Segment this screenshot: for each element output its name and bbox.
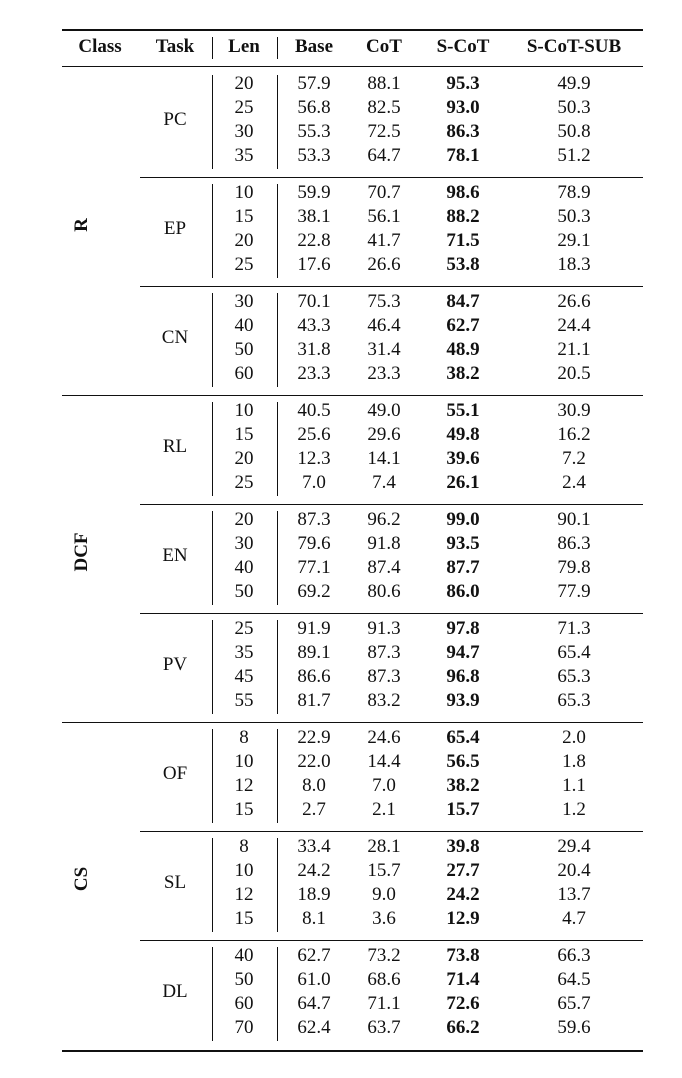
scot-cell: 49.8 <box>446 423 480 445</box>
base-cell: 62.7 <box>297 945 331 966</box>
base-cell: 18.9 <box>297 883 331 905</box>
scot-sub-cell: 7.2 <box>562 447 586 469</box>
cot-cell: 29.6 <box>367 423 401 445</box>
len-cell: 30 <box>234 532 254 554</box>
scot-sub-cell: 18.3 <box>557 253 591 275</box>
scot-cell: 66.2 <box>446 1016 480 1038</box>
scot-cell: 12.9 <box>446 907 480 929</box>
scot-cell: 39.8 <box>446 836 480 857</box>
base-cell: 17.6 <box>297 253 331 275</box>
scot-cell: 99.0 <box>446 509 480 530</box>
task-label: OF <box>162 762 188 784</box>
len-cell: 20 <box>234 229 254 251</box>
base-cell: 87.3 <box>297 509 331 530</box>
len-cell: 70 <box>234 1016 254 1038</box>
cot-cell: 63.7 <box>367 1016 401 1038</box>
scot-sub-cell: 65.3 <box>557 689 591 711</box>
len-cell: 25 <box>234 618 254 639</box>
base-cell: 8.0 <box>302 774 326 796</box>
cot-cell: 96.2 <box>367 509 401 530</box>
base-cell: 79.6 <box>297 532 331 554</box>
base-divider <box>277 75 278 169</box>
scot-sub-cell: 71.3 <box>557 618 591 639</box>
len-cell: 10 <box>234 859 254 881</box>
cot-cell: 3.6 <box>372 907 396 929</box>
scot-sub-cell: 64.5 <box>557 968 591 990</box>
scot-cell: 93.5 <box>446 532 480 554</box>
class-label: CS <box>71 866 92 891</box>
cot-cell: 26.6 <box>367 253 401 275</box>
scot-sub-cell: 16.2 <box>557 423 591 445</box>
scot-sub-cell: 65.4 <box>557 641 591 663</box>
base-divider <box>277 402 278 496</box>
task-label: DL <box>162 980 188 1002</box>
cot-cell: 75.3 <box>367 291 401 312</box>
cot-cell: 70.7 <box>367 182 401 203</box>
cot-cell: 2.1 <box>372 798 396 820</box>
cot-cell: 87.4 <box>367 556 401 578</box>
base-divider <box>277 838 278 932</box>
scot-cell: 86.0 <box>446 580 480 602</box>
scot-cell: 55.1 <box>446 400 480 421</box>
base-cell: 55.3 <box>297 120 331 142</box>
header-task: Task <box>155 36 195 57</box>
scot-sub-cell: 49.9 <box>557 73 591 94</box>
scot-cell: 71.5 <box>446 229 480 251</box>
cot-cell: 7.4 <box>372 471 396 493</box>
len-cell: 30 <box>234 291 254 312</box>
base-divider <box>277 184 278 278</box>
cot-cell: 71.1 <box>367 992 401 1014</box>
len-cell: 10 <box>234 400 254 421</box>
base-cell: 2.7 <box>302 798 326 820</box>
task-rule <box>140 613 643 614</box>
scot-cell: 72.6 <box>446 992 480 1014</box>
scot-sub-cell: 21.1 <box>557 338 591 360</box>
scot-cell: 39.6 <box>446 447 480 469</box>
scot-cell: 24.2 <box>446 883 480 905</box>
base-cell: 40.5 <box>297 400 331 421</box>
scot-sub-cell: 24.4 <box>557 314 591 336</box>
task-label: CN <box>161 326 189 348</box>
scot-sub-cell: 2.0 <box>562 727 586 748</box>
len-cell: 12 <box>234 774 254 796</box>
cot-cell: 31.4 <box>367 338 401 360</box>
base-cell: 61.0 <box>297 968 331 990</box>
base-cell: 62.4 <box>297 1016 331 1038</box>
len-cell: 35 <box>234 641 254 663</box>
header-cot: CoT <box>366 36 402 57</box>
base-cell: 81.7 <box>297 689 331 711</box>
cot-cell: 41.7 <box>367 229 401 251</box>
base-cell: 89.1 <box>297 641 331 663</box>
len-cell: 20 <box>234 73 254 94</box>
len-cell: 25 <box>234 471 254 493</box>
base-divider <box>277 947 278 1041</box>
base-cell: 86.6 <box>297 665 331 687</box>
cot-cell: 91.8 <box>367 532 401 554</box>
scot-cell: 95.3 <box>446 73 480 94</box>
bottom-rule <box>62 1050 643 1052</box>
task-rule <box>140 177 643 178</box>
base-cell: 25.6 <box>297 423 331 445</box>
cot-cell: 28.1 <box>367 836 401 857</box>
cot-cell: 80.6 <box>367 580 401 602</box>
task-label: PC <box>163 108 187 130</box>
len-divider <box>212 729 213 823</box>
task-rule <box>140 504 643 505</box>
cot-cell: 14.1 <box>367 447 401 469</box>
base-divider <box>277 620 278 714</box>
scot-sub-cell: 20.4 <box>557 859 591 881</box>
scot-cell: 84.7 <box>446 291 480 312</box>
len-cell: 60 <box>234 992 254 1014</box>
base-cell: 77.1 <box>297 556 331 578</box>
scot-sub-cell: 26.6 <box>557 291 591 312</box>
top-rule <box>62 29 643 31</box>
len-cell: 50 <box>234 338 254 360</box>
len-cell: 10 <box>234 182 254 203</box>
cot-cell: 82.5 <box>367 96 401 118</box>
scot-sub-cell: 1.1 <box>562 774 586 796</box>
cot-cell: 49.0 <box>367 400 401 421</box>
scot-cell: 93.0 <box>446 96 480 118</box>
scot-sub-cell: 29.1 <box>557 229 591 251</box>
base-cell: 56.8 <box>297 96 331 118</box>
cot-cell: 83.2 <box>367 689 401 711</box>
scot-sub-cell: 50.3 <box>557 96 591 118</box>
len-cell: 8 <box>239 727 249 748</box>
cot-cell: 87.3 <box>367 641 401 663</box>
base-cell: 22.0 <box>297 750 331 772</box>
scot-sub-cell: 1.8 <box>562 750 586 772</box>
base-cell: 22.9 <box>297 727 331 748</box>
cot-cell: 23.3 <box>367 362 401 384</box>
scot-sub-cell: 65.3 <box>557 665 591 687</box>
scot-cell: 94.7 <box>446 641 480 663</box>
scot-sub-cell: 51.2 <box>557 144 591 166</box>
len-cell: 10 <box>234 750 254 772</box>
scot-cell: 97.8 <box>446 618 480 639</box>
scot-sub-cell: 30.9 <box>557 400 591 421</box>
scot-sub-cell: 50.8 <box>557 120 591 142</box>
base-cell: 22.8 <box>297 229 331 251</box>
len-cell: 60 <box>234 362 254 384</box>
base-cell: 38.1 <box>297 205 331 227</box>
task-label: RL <box>162 435 188 457</box>
header-base: Base <box>295 36 333 57</box>
len-cell: 40 <box>234 556 254 578</box>
scot-cell: 93.9 <box>446 689 480 711</box>
base-cell: 57.9 <box>297 73 331 94</box>
header-divider-2 <box>277 37 278 59</box>
cot-cell: 87.3 <box>367 665 401 687</box>
scot-cell: 71.4 <box>446 968 480 990</box>
base-cell: 53.3 <box>297 144 331 166</box>
len-cell: 50 <box>234 580 254 602</box>
scot-cell: 38.2 <box>446 774 480 796</box>
scot-sub-cell: 78.9 <box>557 182 591 203</box>
base-divider <box>277 729 278 823</box>
len-cell: 45 <box>234 665 254 687</box>
len-divider <box>212 75 213 169</box>
base-cell: 43.3 <box>297 314 331 336</box>
base-cell: 24.2 <box>297 859 331 881</box>
header-divider-1 <box>212 37 213 59</box>
len-cell: 20 <box>234 447 254 469</box>
cot-cell: 68.6 <box>367 968 401 990</box>
len-cell: 35 <box>234 144 254 166</box>
len-cell: 30 <box>234 120 254 142</box>
class-label: R <box>71 217 92 232</box>
base-cell: 59.9 <box>297 182 331 203</box>
scot-sub-cell: 50.3 <box>557 205 591 227</box>
len-cell: 40 <box>234 314 254 336</box>
cot-cell: 91.3 <box>367 618 401 639</box>
scot-cell: 78.1 <box>446 144 480 166</box>
header-scot-sub: S-CoT-SUB <box>526 36 622 57</box>
base-cell: 69.2 <box>297 580 331 602</box>
cot-cell: 72.5 <box>367 120 401 142</box>
len-cell: 20 <box>234 509 254 530</box>
task-rule <box>140 940 643 941</box>
len-divider <box>212 184 213 278</box>
len-cell: 12 <box>234 883 254 905</box>
scot-cell: 53.8 <box>446 253 480 275</box>
task-rule <box>140 831 643 832</box>
scot-cell: 48.9 <box>446 338 480 360</box>
scot-cell: 98.6 <box>446 182 480 203</box>
len-divider <box>212 293 213 387</box>
cot-cell: 15.7 <box>367 859 401 881</box>
scot-cell: 87.7 <box>446 556 480 578</box>
scot-cell: 56.5 <box>446 750 480 772</box>
len-divider <box>212 947 213 1041</box>
scot-sub-cell: 59.6 <box>557 1016 591 1038</box>
base-cell: 12.3 <box>297 447 331 469</box>
base-cell: 64.7 <box>297 992 331 1014</box>
len-divider <box>212 620 213 714</box>
scot-sub-cell: 77.9 <box>557 580 591 602</box>
header-rule <box>62 66 643 67</box>
cot-cell: 56.1 <box>367 205 401 227</box>
scot-cell: 27.7 <box>446 859 480 881</box>
scot-cell: 62.7 <box>446 314 480 336</box>
header-scot: S-CoT <box>436 36 490 57</box>
cot-cell: 64.7 <box>367 144 401 166</box>
cot-cell: 73.2 <box>367 945 401 966</box>
task-label: SL <box>163 871 187 893</box>
len-divider <box>212 402 213 496</box>
scot-sub-cell: 65.7 <box>557 992 591 1014</box>
scot-cell: 73.8 <box>446 945 480 966</box>
cot-cell: 7.0 <box>372 774 396 796</box>
scot-cell: 65.4 <box>446 727 480 748</box>
base-cell: 70.1 <box>297 291 331 312</box>
scot-sub-cell: 29.4 <box>557 836 591 857</box>
scot-sub-cell: 2.4 <box>562 471 586 493</box>
scot-sub-cell: 90.1 <box>557 509 591 530</box>
task-label: PV <box>162 653 188 675</box>
cot-cell: 14.4 <box>367 750 401 772</box>
scot-sub-cell: 1.2 <box>562 798 586 820</box>
scot-cell: 88.2 <box>446 205 480 227</box>
base-cell: 8.1 <box>302 907 326 929</box>
base-cell: 31.8 <box>297 338 331 360</box>
len-cell: 15 <box>234 907 254 929</box>
cot-cell: 24.6 <box>367 727 401 748</box>
len-cell: 15 <box>234 798 254 820</box>
scot-sub-cell: 86.3 <box>557 532 591 554</box>
base-cell: 7.0 <box>302 471 326 493</box>
task-label: EP <box>163 217 187 239</box>
len-divider <box>212 511 213 605</box>
class-label: DCF <box>71 531 92 572</box>
base-divider <box>277 511 278 605</box>
scot-sub-cell: 13.7 <box>557 883 591 905</box>
scot-cell: 15.7 <box>446 798 480 820</box>
cot-cell: 9.0 <box>372 883 396 905</box>
base-cell: 23.3 <box>297 362 331 384</box>
len-cell: 25 <box>234 253 254 275</box>
len-cell: 15 <box>234 423 254 445</box>
scot-cell: 38.2 <box>446 362 480 384</box>
scot-sub-cell: 4.7 <box>562 907 586 929</box>
scot-cell: 26.1 <box>446 471 480 493</box>
scot-cell: 86.3 <box>446 120 480 142</box>
group-rule <box>62 395 643 396</box>
header-class: Class <box>78 36 122 57</box>
len-cell: 25 <box>234 96 254 118</box>
scot-sub-cell: 66.3 <box>557 945 591 966</box>
scot-sub-cell: 20.5 <box>557 362 591 384</box>
task-rule <box>140 286 643 287</box>
len-divider <box>212 838 213 932</box>
cot-cell: 46.4 <box>367 314 401 336</box>
base-cell: 33.4 <box>297 836 331 857</box>
len-cell: 15 <box>234 205 254 227</box>
scot-sub-cell: 79.8 <box>557 556 591 578</box>
cot-cell: 88.1 <box>367 73 401 94</box>
group-rule <box>62 722 643 723</box>
base-divider <box>277 293 278 387</box>
len-cell: 40 <box>234 945 254 966</box>
task-label: EN <box>162 544 188 566</box>
header-len: Len <box>228 36 260 57</box>
len-cell: 8 <box>239 836 249 857</box>
base-cell: 91.9 <box>297 618 331 639</box>
len-cell: 50 <box>234 968 254 990</box>
scot-cell: 96.8 <box>446 665 480 687</box>
len-cell: 55 <box>234 689 254 711</box>
